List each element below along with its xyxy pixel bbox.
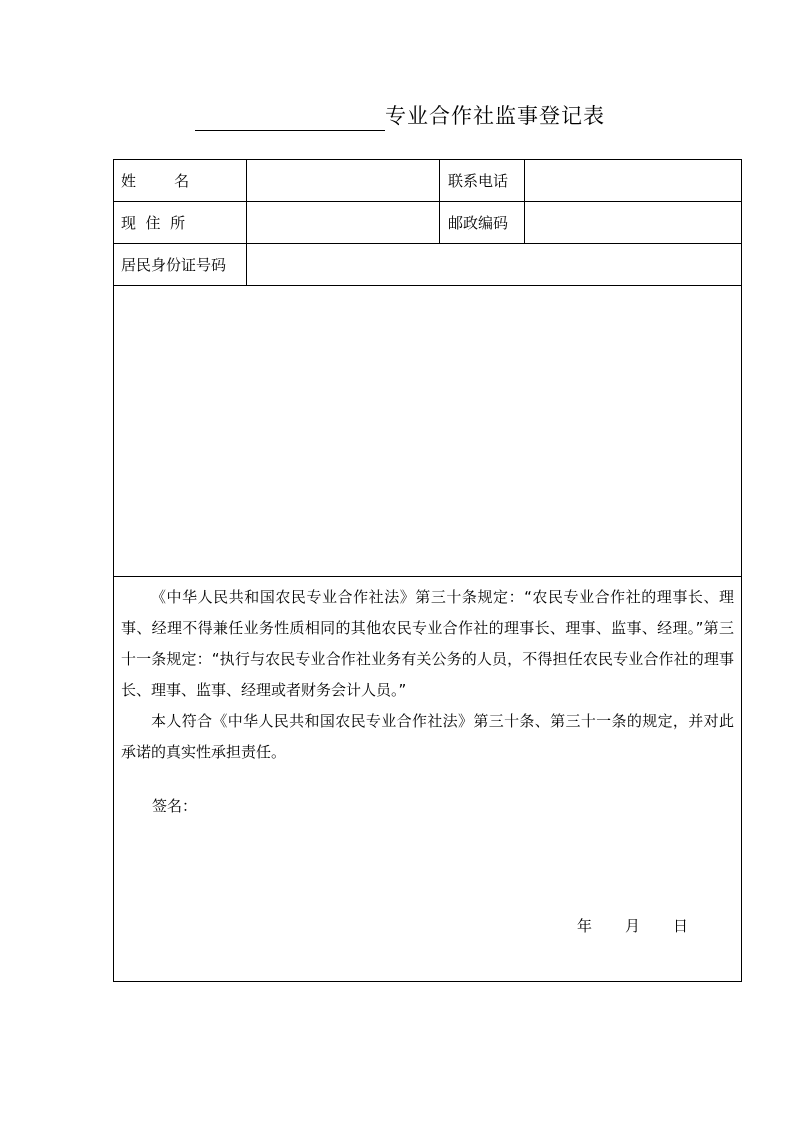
blank-section[interactable] (114, 286, 741, 577)
address-postcode-row (114, 202, 741, 244)
signature-label[interactable]: 签名： (152, 797, 198, 815)
postcode-field[interactable] (525, 202, 741, 243)
law-quote-paragraph: 《中华人民共和国农民专业合作社法》第三十条规定：“农民专业合作社的理事长、理事、经理不得兼任业务性质相同的其他农民专业合作社的理事长、理事、监事、经理。”第三十一条规定：“执行与农民专业合作社业务有关公务的人员，不得担任农民专业合作社的理事长、理事、监事、经理或者财务会计人员。” (121, 588, 734, 699)
commitment-paragraph: 本人符合《中华人民共和国农民专业合作社法》第三十条、第三十一条的规定，并对此承诺的真实性承担责任。 (121, 712, 734, 761)
name-label: 姓 名 (114, 160, 247, 201)
name-phone-row (114, 160, 741, 202)
title-text: 专业合作社监事登记表 (385, 104, 605, 128)
registration-table (113, 159, 742, 982)
form-title (195, 100, 605, 131)
date-month[interactable]: 月 (625, 917, 641, 935)
address-label: 现 住 所 (114, 202, 247, 243)
phone-field[interactable] (525, 160, 741, 201)
name-field[interactable] (247, 160, 440, 201)
postcode-label: 邮政编码 (440, 202, 525, 243)
id-number-label: 居民身份证号码 (114, 244, 247, 285)
cooperative-name-blank[interactable] (195, 100, 385, 131)
date-line (577, 915, 688, 936)
id-number-row (114, 244, 741, 286)
phone-label: 联系电话 (440, 160, 525, 201)
date-year[interactable]: 年 (577, 917, 593, 935)
pledge-section (114, 577, 741, 981)
date-day[interactable]: 日 (673, 917, 689, 935)
id-number-field[interactable] (247, 244, 741, 285)
address-field[interactable] (247, 202, 440, 243)
